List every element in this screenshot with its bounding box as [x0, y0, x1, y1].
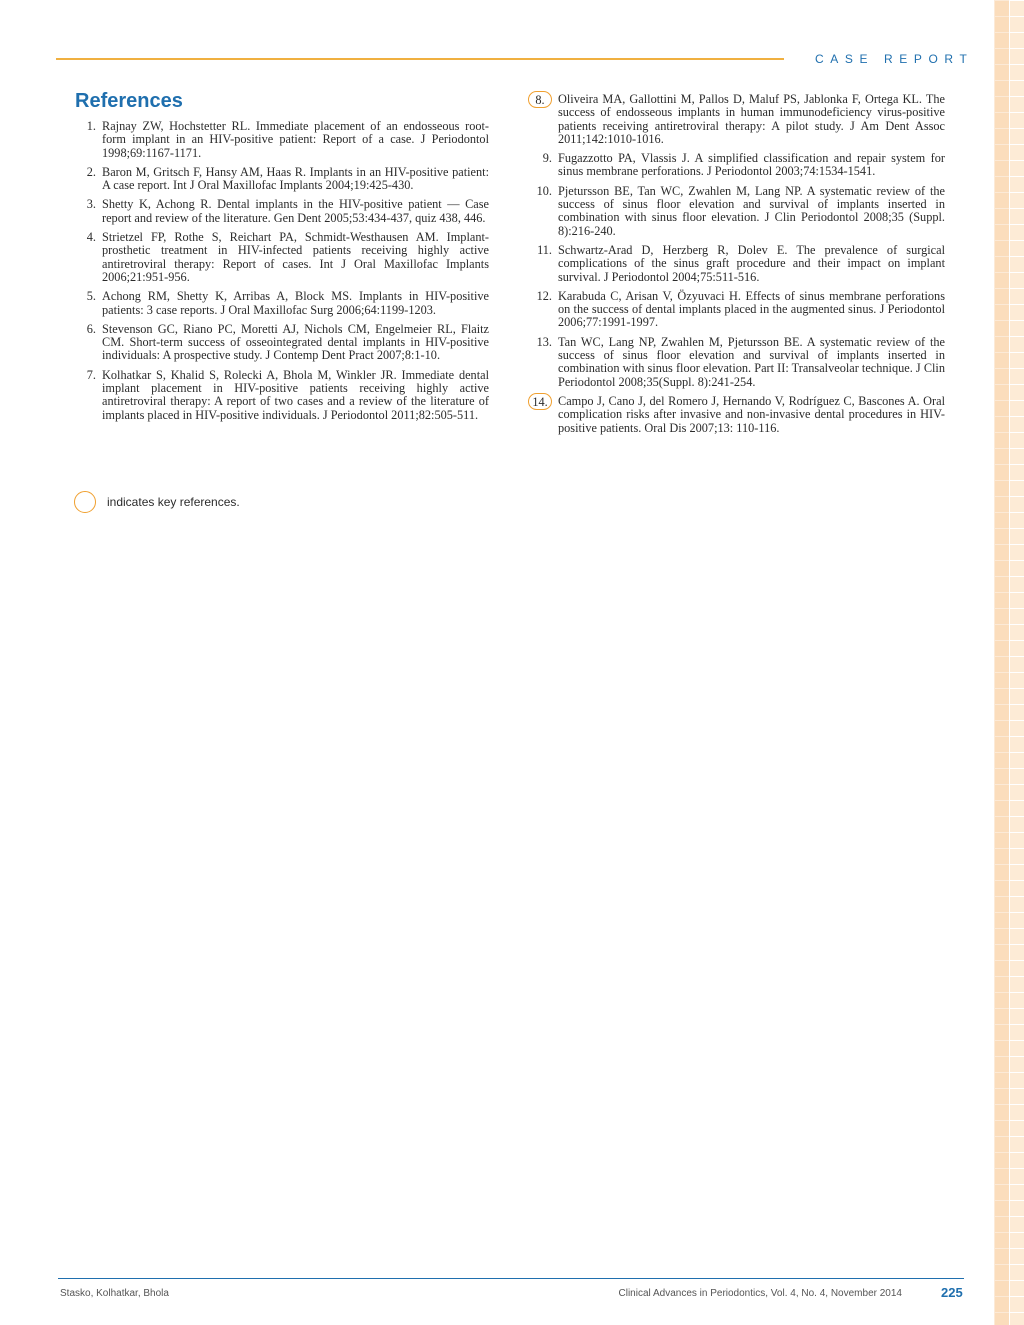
reference-text: Baron M, Gritsch F, Hansy AM, Haas R. Implants in an HIV-positive patient: A case report. Int J Oral Maxillofac Implants 2004;19:425-430.	[102, 164, 489, 193]
reference-item	[86, 321, 489, 363]
references-right-column	[532, 92, 945, 441]
reference-item	[532, 393, 945, 435]
decorative-side-strip	[994, 0, 1024, 1325]
reference-text: Pjetursson BE, Tan WC, Zwahlen M, Lang NP. A systematic review of the success of sinus floor elevation and survival of implants inserted in combination with sinus floor elevation. J Clin Periodontol 2008;35 (Suppl. 8):216-240.	[558, 183, 945, 238]
reference-number: 11.	[537, 242, 552, 257]
reference-number: 10.	[536, 183, 552, 198]
reference-number: 13.	[536, 334, 552, 349]
reference-number: 4.	[86, 230, 96, 245]
section-label: CASE REPORT	[815, 52, 974, 66]
key-references-note	[74, 491, 240, 513]
footer-authors: Stasko, Kolhatkar, Bhola	[60, 1288, 169, 1299]
reference-item	[86, 289, 489, 317]
reference-item	[537, 242, 945, 284]
reference-item	[536, 288, 945, 330]
reference-item	[86, 119, 489, 160]
reference-text: Fugazzotto PA, Vlassis J. A simplified classification and repair system for sinus membrane perforations. J Periodontol 2003;74:1534-1541.	[558, 151, 945, 179]
reference-text: Schwartz-Arad D, Herzberg R, Dolev E. The prevalence of surgical complications of the sinus graft procedure and their impact on implant survival. J Periodontol 2004;75:511-516.	[558, 242, 945, 284]
reference-number: 1.	[86, 119, 96, 133]
reference-number: 9.	[542, 151, 552, 166]
references-left-column	[86, 119, 489, 428]
reference-number: 3.	[86, 197, 96, 212]
reference-text: Tan WC, Lang NP, Zwahlen M, Pjetursson BE. A systematic review of the success of sinus floor elevation and survival of implants inserted in combination with sinus floor elevation. Part II: Transalveolar technique. J Clin Periodontol 2008;35(Suppl. 8):241-254.	[558, 334, 945, 389]
reference-item	[535, 92, 945, 146]
reference-number: 2.	[86, 164, 96, 179]
reference-text: Karabuda C, Arisan V, Özyuvaci H. Effects of sinus membrane perforations on the success of dental implants placed in the augmented sinus. J Periodontol 2006;77:1991-1997.	[558, 288, 945, 330]
reference-text: Kolhatkar S, Khalid S, Rolecki A, Bhola M, Winkler JR. Immediate dental implant placement in HIV-positive patients receiving highly active antiretroviral therapy: A report of two cases and a review of the literature of implants placed in HIV-positive individuals. J Periodontol 2011;82:505-511.	[102, 367, 489, 422]
reference-item	[542, 151, 945, 179]
key-reference-circle-icon	[74, 491, 96, 513]
page-number: 225	[941, 1285, 963, 1300]
reference-number: 5.	[86, 289, 96, 304]
reference-text: Rajnay ZW, Hochstetter RL. Immediate placement of an endosseous root-form implant in an HIV-positive patient: Report of a case. J Periodontol 1998;69:1167-1171.	[102, 119, 489, 160]
key-reference-number: 14.	[528, 393, 552, 410]
reference-text: Campo J, Cano J, del Romero J, Hernando V, Rodríguez C, Bascones A. Oral complication risks after invasive and non-invasive dental procedures in HIV-positive patients. Oral Dis 2007;13: 110-116.	[558, 393, 945, 435]
reference-item	[86, 367, 489, 422]
footer-rule	[58, 1278, 964, 1279]
reference-item	[86, 164, 489, 193]
reference-item	[536, 334, 945, 389]
header-rule	[56, 58, 784, 60]
footer-journal-citation: Clinical Advances in Periodontics, Vol. 4, No. 4, November 2014	[618, 1288, 902, 1299]
reference-text: Stevenson GC, Riano PC, Moretti AJ, Nichols CM, Engelmeier RL, Flaitz CM. Short-term success of osseointegrated dental implants in HIV-positive individuals: A prospective study. J Contemp Dent Pract 2007;8:1-10.	[102, 321, 489, 363]
reference-number: 6.	[86, 321, 96, 336]
reference-number: 12.	[536, 288, 552, 303]
key-references-text: indicates key references.	[107, 495, 240, 509]
reference-item	[536, 183, 945, 238]
key-reference-number: 8.	[528, 91, 552, 108]
reference-item	[86, 230, 489, 284]
reference-text: Achong RM, Shetty K, Arribas A, Block MS. Implants in HIV-positive patients: 3 case reports. J Oral Maxillofac Surg 2006;64:1199-1203.	[102, 289, 489, 317]
reference-text: Strietzel FP, Rothe S, Reichart PA, Schmidt-Westhausen AM. Implant-prosthetic treatment in HIV-infected patients receiving highly active antiretroviral therapy: Report of cases. Int J Oral Maxillofac Implants 2006;21:951-956.	[102, 230, 489, 284]
reference-number: 7.	[86, 367, 96, 382]
reference-item	[86, 197, 489, 225]
reference-text: Oliveira MA, Gallottini M, Pallos D, Maluf PS, Jablonka F, Ortega KL. The success of endosseous implants in human immunodeficiency virus-positive patients receiving antiretroviral therapy: A pilot study. J Am Dent Assoc 2011;142:1010-1016.	[558, 92, 945, 146]
reference-text: Shetty K, Achong R. Dental implants in the HIV-positive patient — Case report and review of the literature. Gen Dent 2005;53:434-437, quiz 438, 446.	[102, 197, 489, 225]
references-heading: References	[75, 90, 183, 112]
